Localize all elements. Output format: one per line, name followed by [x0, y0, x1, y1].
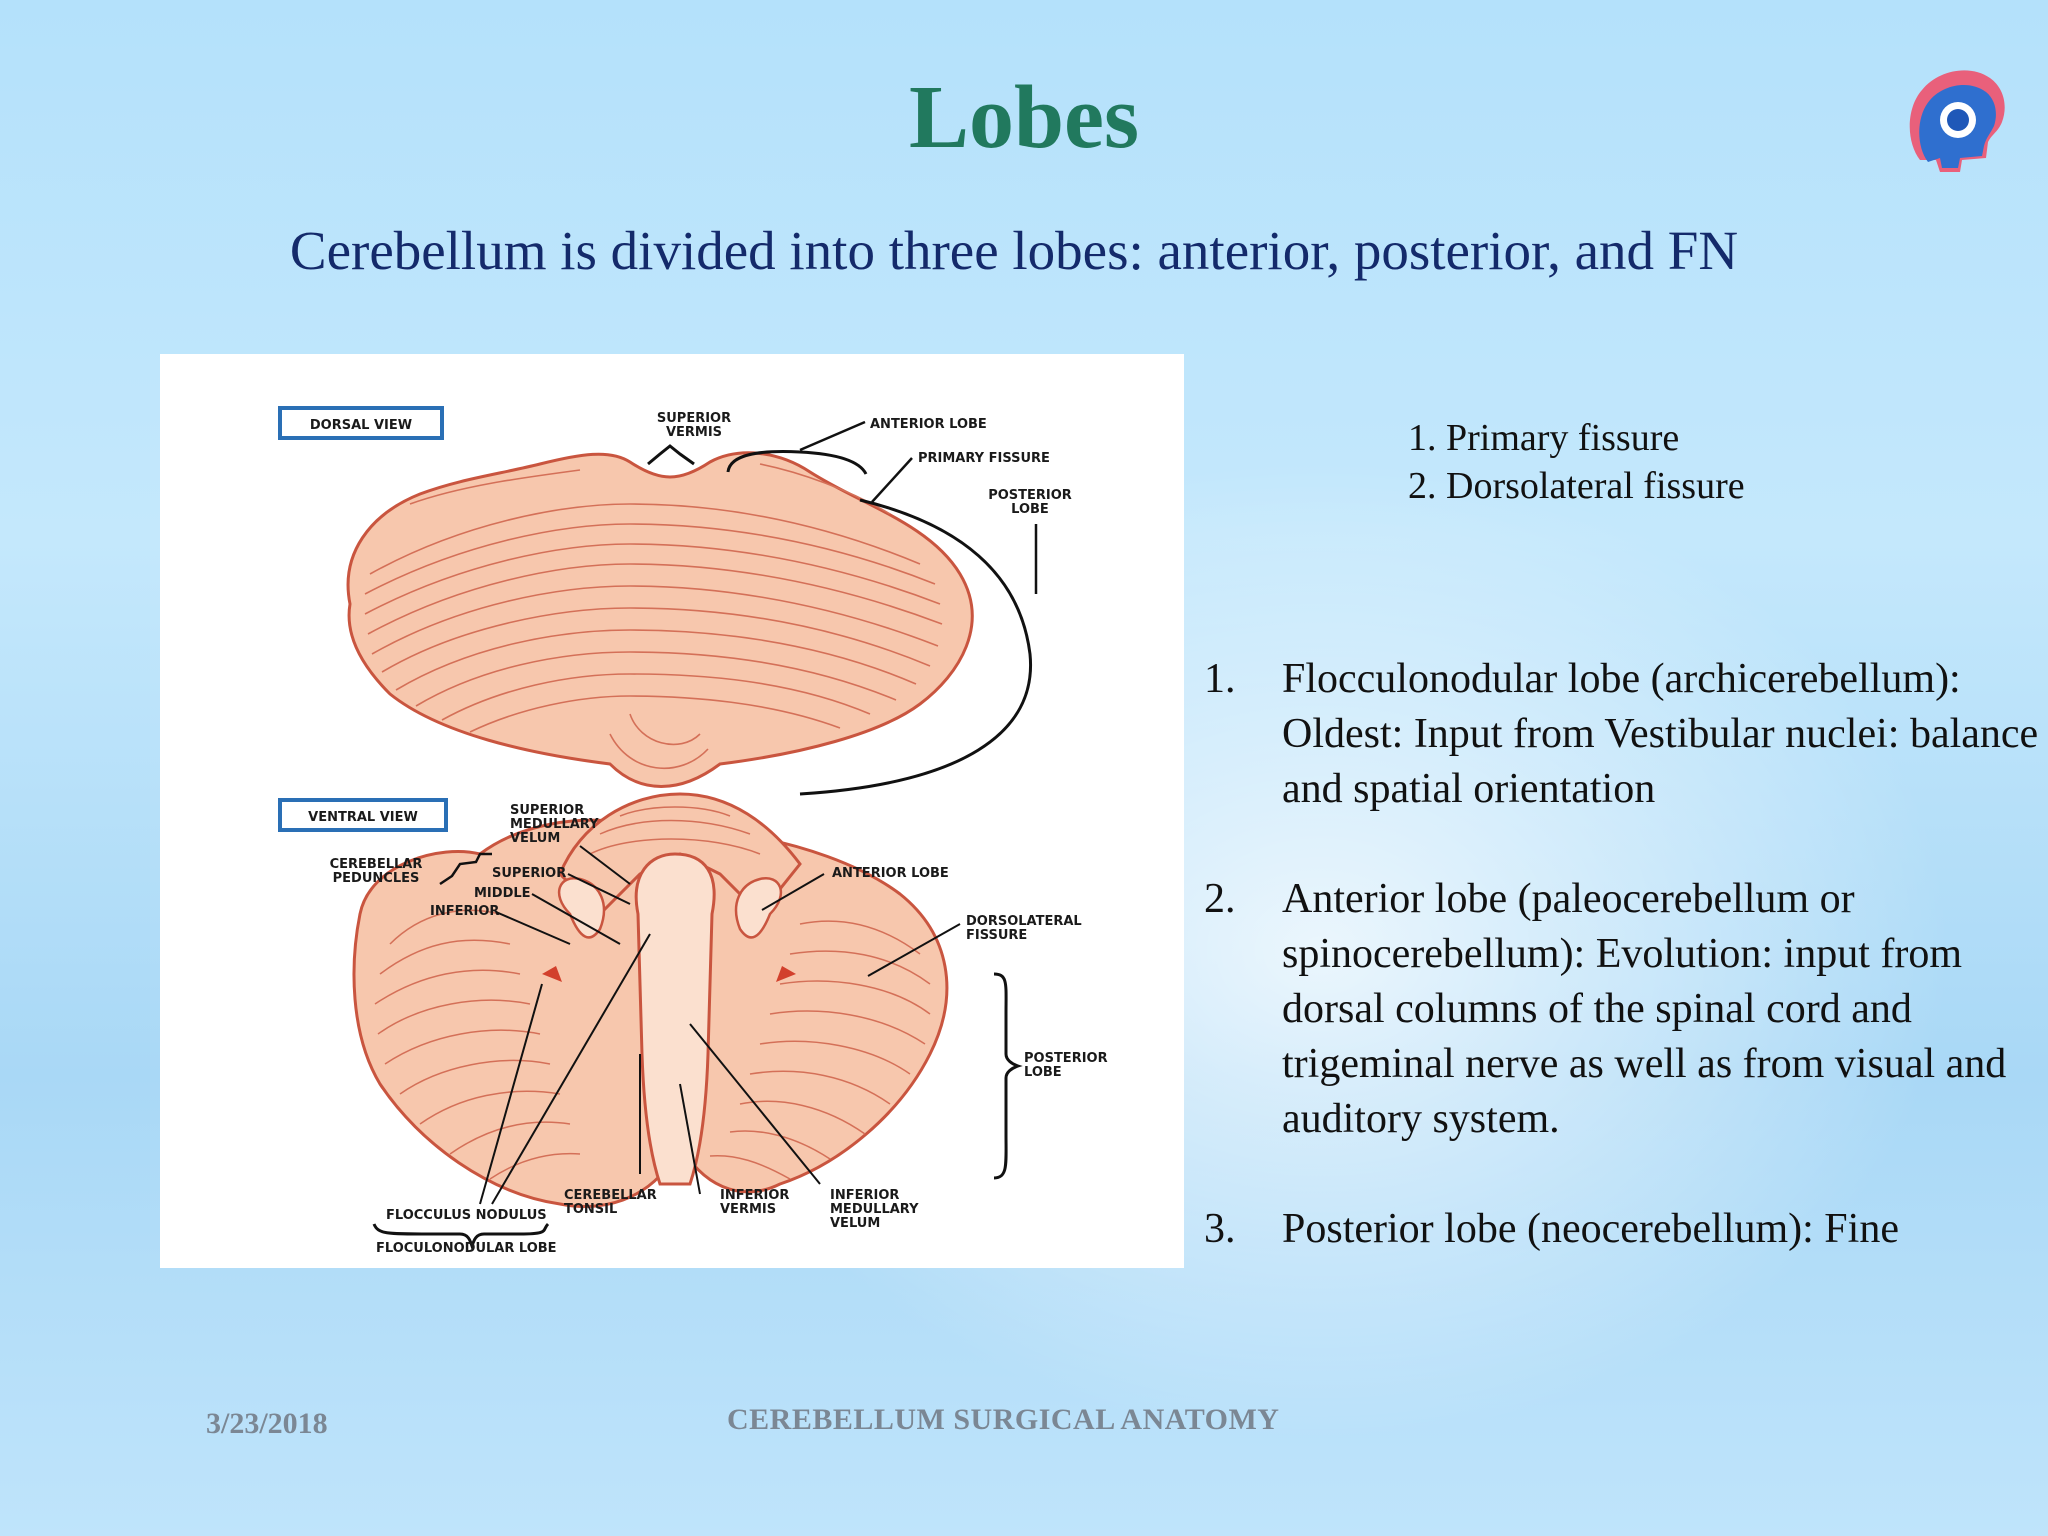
fissure-item: 1. Primary fissure: [1408, 417, 1680, 459]
svg-text:PEDUNCLES: PEDUNCLES: [332, 871, 420, 886]
svg-text:DORSOLATERAL: DORSOLATERAL: [966, 914, 1082, 929]
fissure-item: 2. Dorsolateral fissure: [1408, 465, 1745, 507]
cerebellum-illustration: [160, 354, 1184, 1268]
svg-text:SUPERIOR: SUPERIOR: [656, 411, 732, 426]
lobe-text: Flocculonodular lobe (archicerebellum): Oldest: Input from Vestibular nuclei: balance and spatial orientation: [1282, 656, 2039, 812]
svg-text:VELUM: VELUM: [830, 1216, 881, 1231]
ventral-cerebellum: [354, 794, 947, 1207]
svg-text:INFERIOR: INFERIOR: [430, 904, 500, 919]
lobe-number: 3.: [1204, 1206, 1236, 1252]
lobe-text: Posterior lobe (neocerebellum): Fine: [1282, 1206, 1899, 1252]
svg-text:FLOCULONODULAR LOBE: FLOCULONODULAR LOBE: [376, 1241, 557, 1256]
svg-text:SUPERIOR: SUPERIOR: [510, 803, 585, 818]
svg-text:LOBE: LOBE: [1024, 1065, 1062, 1080]
svg-text:PRIMARY FISSURE: PRIMARY FISSURE: [918, 451, 1050, 466]
lobe-number: 1.: [1204, 656, 1236, 702]
lobe-text: Anterior lobe (paleocerebellum or spinocerebellum): Evolution: input from dorsal columns of the spinal cord and trigeminal nerve as well as from visual and auditory system.: [1282, 876, 2007, 1142]
fissures-list: [1408, 414, 1745, 510]
ventral-view-label: VENTRAL VIEW: [308, 810, 418, 825]
svg-text:POSTERIOR: POSTERIOR: [988, 488, 1072, 503]
svg-text:VERMIS: VERMIS: [665, 425, 723, 440]
svg-text:MEDULLARY: MEDULLARY: [830, 1202, 919, 1217]
svg-text:LOBE: LOBE: [1011, 502, 1049, 517]
svg-text:INFERIOR: INFERIOR: [830, 1188, 900, 1203]
svg-text:VERMIS: VERMIS: [720, 1202, 777, 1217]
lobe-item: [1204, 652, 2044, 817]
dorsal-view-label: DORSAL VIEW: [309, 418, 413, 433]
svg-text:FLOCCULUS NODULUS: FLOCCULUS NODULUS: [386, 1208, 547, 1223]
slide-subtitle: Cerebellum is divided into three lobes: anterior, posterior, and FN: [289, 220, 1739, 281]
brain-head-logo-icon: [1900, 60, 2012, 180]
slide-title: Lobes: [908, 68, 1140, 167]
footer-title: CEREBELLUM SURGICAL ANATOMY: [727, 1403, 1280, 1436]
lobes-list: [1204, 652, 2044, 1312]
svg-text:TONSIL: TONSIL: [564, 1202, 618, 1217]
svg-text:VELUM: VELUM: [510, 831, 561, 846]
svg-text:ANTERIOR LOBE: ANTERIOR LOBE: [832, 866, 949, 881]
svg-text:CEREBELLAR: CEREBELLAR: [329, 857, 423, 872]
svg-text:FISSURE: FISSURE: [966, 928, 1028, 943]
svg-text:INFERIOR: INFERIOR: [720, 1188, 790, 1203]
svg-text:ANTERIOR LOBE: ANTERIOR LOBE: [870, 417, 987, 432]
dorsal-cerebellum: [348, 453, 972, 787]
svg-text:MEDULLARY: MEDULLARY: [510, 817, 599, 832]
footer-date: 3/23/2018: [206, 1407, 328, 1440]
svg-text:SUPERIOR: SUPERIOR: [492, 866, 567, 881]
lobe-item: [1204, 1202, 2044, 1257]
lobe-number: 2.: [1204, 876, 1236, 922]
cerebellum-figure: [160, 354, 1184, 1268]
lobe-item: [1204, 872, 2044, 1147]
svg-text:MIDDLE: MIDDLE: [474, 886, 531, 901]
svg-text:POSTERIOR: POSTERIOR: [1024, 1051, 1108, 1066]
svg-text:CEREBELLAR: CEREBELLAR: [564, 1188, 657, 1203]
